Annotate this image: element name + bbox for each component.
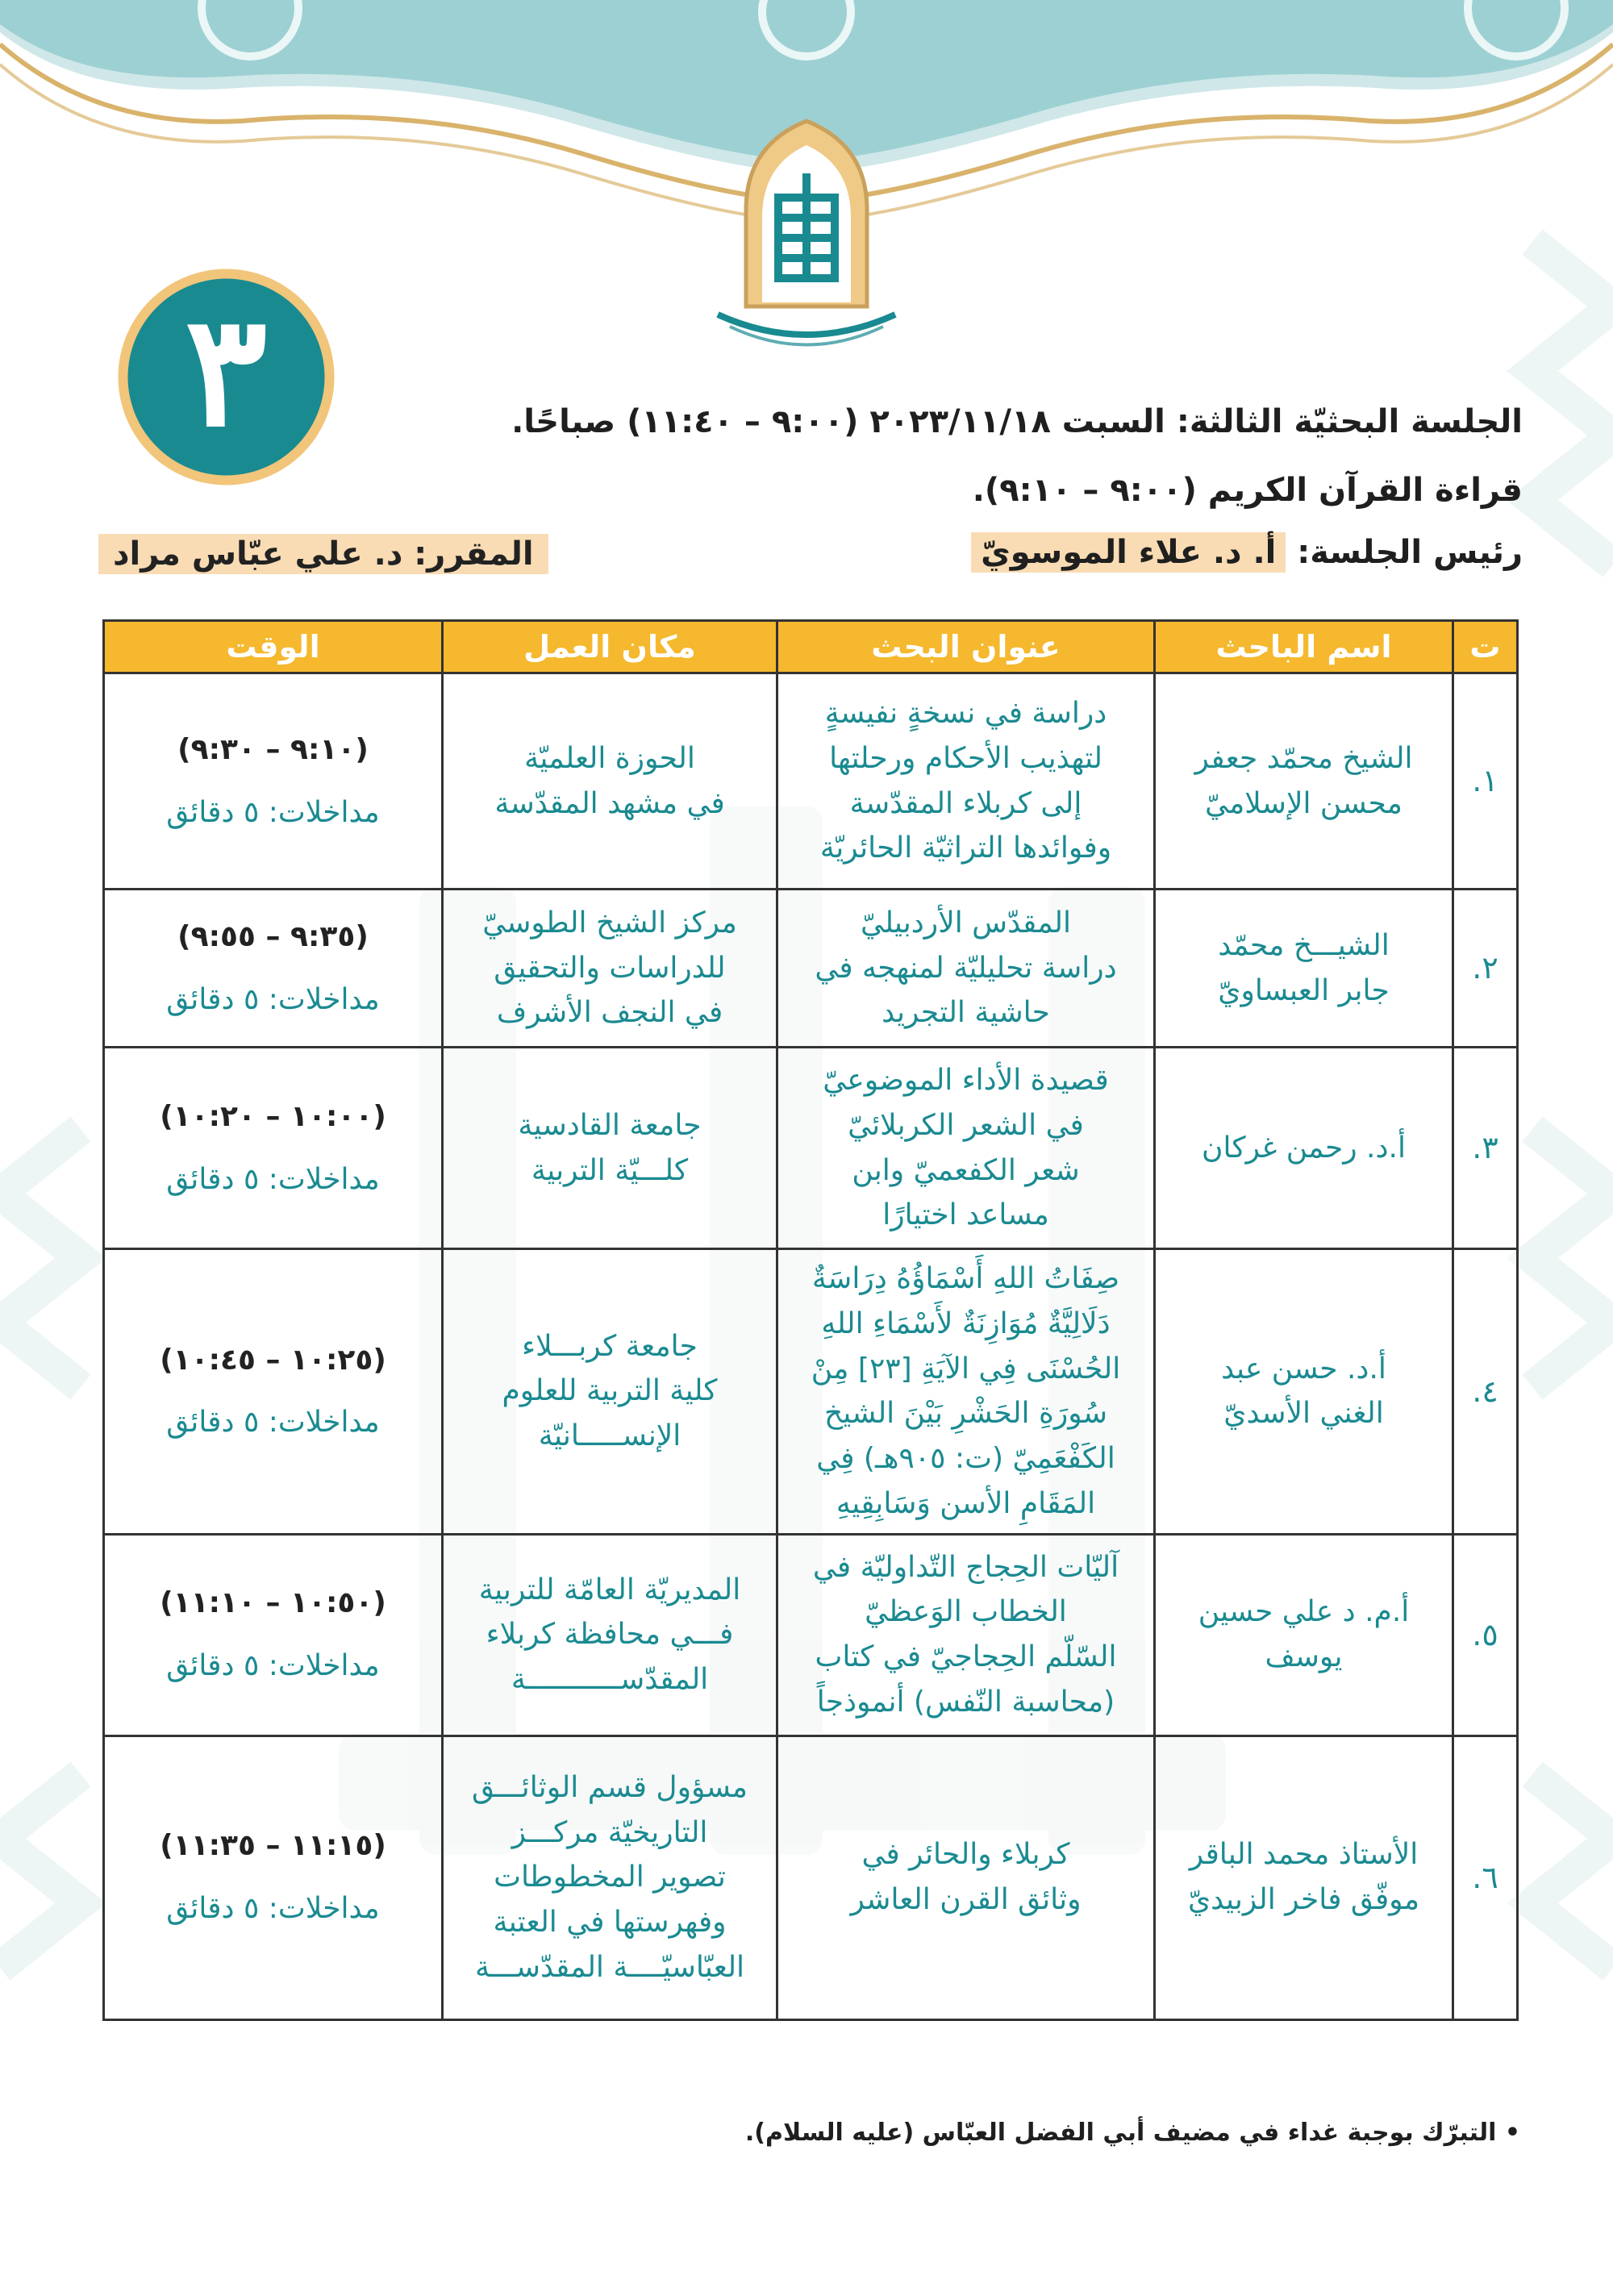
row-index-text: ٢. [1472,950,1498,986]
title-line: دراسة في نسخةٍ نفيسةٍ [824,696,1107,730]
table-row [104,673,1518,890]
researcher-line: جابر العبساويّ [1218,973,1390,1007]
time-cell [104,890,443,1048]
header-index: ت [1453,621,1518,673]
title-line: حاشية التجريد [882,996,1050,1030]
title-line: الخطاب الوَعظيّ [865,1595,1067,1629]
time-cell [104,1736,443,2019]
workplace-line: جامعة كربـــلاء [522,1329,698,1363]
workplace-line: فـــي محافظة كربلاء [486,1618,734,1652]
title-line: آليّات الحِجاج التّداوليّة في [812,1550,1119,1584]
chair-name: أ. د. علاء الموسويّ [971,532,1286,573]
workplace-line: تصوير المخطوطات [494,1861,726,1894]
workplace-line: مركز الشيخ الطوسيّ [482,906,737,940]
session-number: ٣ [185,281,268,460]
discussion-note: مداخلات: ٥ دقائق [166,1649,380,1683]
session-secretary: المقرر: د. علي عبّاس مراد [98,534,548,574]
workplace-cell [443,1048,777,1249]
researcher-cell [1155,1249,1453,1535]
time-cell [104,673,443,890]
chair-label: رئيس الجلسة: [1286,534,1523,571]
time-cell [104,1048,443,1249]
researcher-line: محسن الإسلاميّ [1205,786,1403,820]
row-index [1453,1249,1518,1535]
title-cell [777,1048,1155,1249]
title-line: إلى كربلاء المقدّسة [849,786,1082,820]
researcher-cell [1155,1534,1453,1736]
workplace-cell [443,1249,777,1535]
discussion-note: مداخلات: ٥ دقائق [166,795,380,829]
researcher-line: الأستاذ محمد الباقر [1189,1838,1419,1872]
workplace-line: العبّاسيّــــة المقدّســـة [474,1950,745,1984]
title-cell [777,890,1155,1048]
researcher-line: الشيخ محمّد جعفر [1194,741,1413,775]
researcher-line: موفّق فاخر الزبيديّ [1187,1883,1420,1917]
title-line: الحُسْنَى فِي الآيَةِ [٢٣] مِنْ [811,1352,1121,1386]
discussion-note: مداخلات: ٥ دقائق [166,1406,380,1440]
workplace-line: التاريخيّة مركـــز [511,1815,708,1849]
header-time: الوقت [104,621,443,673]
row-index [1453,1534,1518,1736]
table-row [104,1249,1518,1535]
title-line: المَقَامِ الأسن وَسَابِقِيهِ [836,1486,1096,1520]
title-line: شعر الكفعميّ وابن [852,1153,1080,1187]
workplace-line: مسؤول قسم الوثائـــق [472,1770,748,1804]
workplace-line: للدراسات والتحقيق [494,951,726,985]
discussion-note: مداخلات: ٥ دقائق [166,982,380,1016]
workplace-cell [443,673,777,890]
workplace-line: المديريّة العامّة للتربية [478,1573,741,1606]
header-title: عنوان البحث [777,621,1155,673]
session-title: الجلسة البحثيّة الثالثة: السبت ٢٠٢٣/١١/١٨ (٩:٠٠ – ١١:٤٠) صباحًا. [511,403,1523,440]
schedule-table [102,619,1519,2021]
row-index-text: ٥. [1472,1616,1498,1652]
session-chair [971,534,1523,571]
discussion-note: مداخلات: ٥ دقائق [166,1162,380,1196]
row-index [1453,673,1518,890]
header-workplace: مكان العمل [443,621,777,673]
workplace-line: في مشهد المقدّسة [494,786,725,820]
title-line: وثائق القرن العاشر [850,1883,1082,1917]
title-cell [777,1736,1155,2019]
title-cell [777,1534,1155,1736]
title-line: (محاسبة النّفس) أنموذجاً [816,1686,1115,1719]
time-cell [104,1249,443,1535]
workplace-cell [443,1736,777,2019]
table-header-row [104,621,1518,673]
title-line: قصيدة الأداء الموضوعيّ [823,1063,1109,1097]
title-line: سُورَةِ الحَشْرِ بَيْنَ الشيخ [824,1397,1107,1431]
header-researcher: اسم الباحث [1155,621,1453,673]
title-line: الكَفْعَمِيّ (ت: ٩٠٥هـ) فِي [816,1442,1115,1476]
title-cell [777,1249,1155,1535]
workplace-line: الحوزة العلميّة [524,741,695,775]
title-line: صِفَاتُ اللهِ أَسْمَاؤُهُ دِرَاسَةٌ [811,1262,1120,1295]
researcher-line: الغني الأسديّ [1223,1397,1384,1431]
researcher-line: الشيـــخ محمّد [1218,928,1390,962]
researcher-cell [1155,1736,1453,2019]
title-line: في الشعر الكربلائيّ [848,1108,1084,1142]
title-line: دَلَالِيَّةٌ مُوَازِنَةٌ لأَسْمَاءِ اللهِ [821,1306,1111,1340]
title-line: كربلاء والحائر في [861,1838,1070,1872]
researcher-cell [1155,1048,1453,1249]
time-cell [104,1534,443,1736]
title-line: وفوائدها التراثيّة الحائريّة [819,831,1112,865]
title-line: دراسة تحليليّة لمنهجه في [815,951,1117,985]
workplace-line: المقدّســـــــــــة [511,1663,709,1697]
workplace-line: الإنســـــانيّة [538,1419,681,1453]
title-cell [777,673,1155,890]
workplace-cell [443,1534,777,1736]
title-line: المقدّس الأردبيليّ [860,906,1072,940]
lunch-footnote: • التبرّك بوجبة غداء في مضيف أبي الفضل العبّاس (عليه السلام). [744,2119,1520,2147]
table-row [104,1534,1518,1736]
row-index-text: ٦. [1472,1859,1498,1895]
workplace-line: جامعة القادسية [518,1108,702,1142]
quran-reading: قراءة القرآن الكريم (٩:٠٠ – ٩:١٠). [972,472,1523,509]
row-index-text: ٣. [1472,1130,1498,1166]
researcher-cell [1155,673,1453,890]
table-row [104,1048,1518,1249]
researcher-line: أ.م. د علي حسين [1198,1595,1410,1629]
title-line: السّلّم الحِجاجيّ في كتاب [815,1640,1117,1674]
workplace-line: في النجف الأشرف [496,996,723,1030]
title-line: مساعد اختيارًا [882,1198,1049,1232]
workplace-line: وفهرستها في العتبة [493,1906,727,1940]
row-index-text: ٤. [1472,1373,1498,1409]
workplace-line: كلـــيّة التربية [531,1153,689,1187]
table-row [104,890,1518,1048]
time-range: (٩:٣٥ – ٩:٥٥) [177,919,369,953]
table-row [104,1736,1518,2019]
time-range: (١٠:٢٥ – ١٠:٤٥) [160,1343,386,1377]
table-body [104,673,1518,2020]
row-index [1453,890,1518,1048]
discussion-note: مداخلات: ٥ دقائق [166,1892,380,1926]
workplace-line: كلية التربية للعلوم [502,1374,718,1408]
time-range: (١١:١٥ – ١١:٣٥) [160,1829,386,1863]
time-range: (١٠:٠٠ – ١٠:٢٠) [160,1099,386,1133]
researcher-line: يوسف [1265,1640,1343,1674]
title-line: لتهذيب الأحكام ورحلتها [829,741,1102,775]
row-index-text: ١. [1472,763,1498,799]
time-range: (١٠:٥٠ – ١١:١٠) [160,1586,386,1620]
researcher-cell [1155,890,1453,1048]
time-range: (٩:١٠ – ٩:٣٠) [177,732,369,766]
workplace-cell [443,890,777,1048]
researcher-line: أ.د. حسن عبد [1221,1352,1386,1386]
researcher-line: أ.د. رحمن غركان [1202,1131,1406,1165]
row-index [1453,1048,1518,1249]
row-index [1453,1736,1518,2019]
